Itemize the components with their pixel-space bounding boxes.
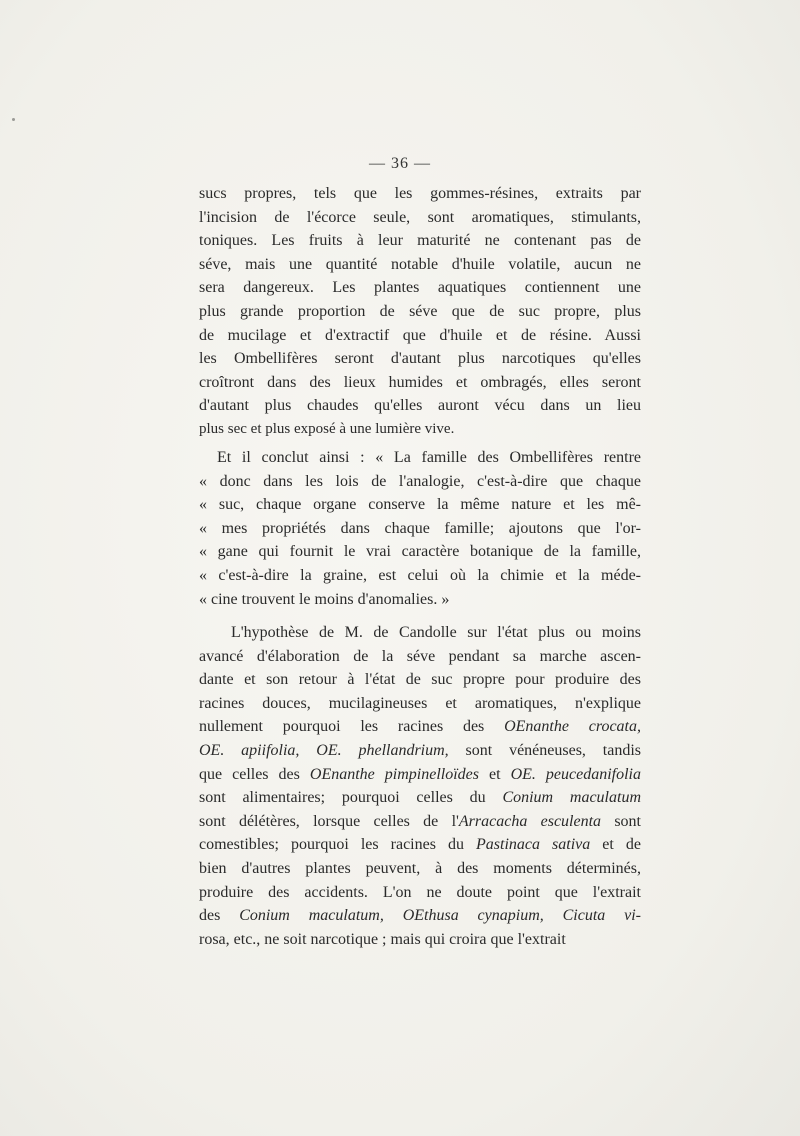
- species-name: Cicuta vi-: [562, 907, 642, 925]
- text-line: que celles des OEnanthe pimpinelloïdes et OE. peucedanifolia: [199, 765, 642, 783]
- paragraph-2-quotation: [199, 446, 641, 611]
- text-line: sont délétères, lorsque celles de l'Arracacha esculenta sont: [199, 812, 642, 830]
- text-line: « cine trouvent le moins d'anomalies. »: [199, 590, 450, 608]
- page-number: — 36 —: [369, 155, 431, 172]
- text-line: « donc dans les lois de l'analogie, c'est-à-dire que chaque: [199, 472, 641, 490]
- text-line: racines douces, mucilagineuses et aromatiques, n'explique: [199, 694, 641, 712]
- text-line: « suc, chaque organe conserve la même nature et les mê-: [199, 496, 641, 514]
- species-name: OEthusa cynapium,: [402, 907, 544, 925]
- text-line: l'incision de l'écorce seule, sont aromatiques, stimulants,: [199, 208, 641, 226]
- text-line: croîtront dans des lieux humides et ombragés, elles seront: [199, 373, 641, 391]
- text-line: comestibles; pourquoi les racines du Pastinaca sativa et de: [199, 836, 641, 854]
- text-line: rosa, etc., ne soit narcotique ; mais qui croira que l'extrait: [199, 930, 566, 948]
- text-line: toniques. Les fruits à leur maturité ne contenant pas de: [199, 232, 641, 250]
- text-line: bien d'autres plantes peuvent, à des moments déterminés,: [199, 859, 641, 877]
- species-name: OEnanthe crocata,: [504, 718, 641, 736]
- text-line: sucs propres, tels que les gommes-résines, extraits par: [199, 185, 641, 202]
- text-line: « mes propriétés dans chaque famille; ajoutons que l'or-: [199, 519, 641, 537]
- species-name: OEnanthe pimpinelloïdes: [309, 765, 479, 783]
- species-name: OE. apiifolia,: [199, 741, 300, 759]
- species-name: Conium maculatum,: [239, 907, 384, 925]
- text-line: L'hypothèse de M. de Candolle sur l'état plus ou moins: [231, 624, 641, 641]
- species-name: OE. phellandrium,: [316, 741, 449, 759]
- species-name: Conium maculatum: [502, 789, 641, 807]
- text-line: « c'est-à-dire la graine, est celui où la chimie et la méde-: [199, 566, 641, 584]
- paragraph-1: [199, 182, 641, 442]
- species-name: OE. peucedanifolia: [510, 765, 642, 783]
- species-name: Pastinaca sativa: [476, 836, 591, 854]
- paper-speck: [12, 118, 15, 121]
- text-line: Et il conclut ainsi : « La famille des Ombellifères rentre: [217, 449, 641, 466]
- text-line: nullement pourquoi les racines des OEnanthe crocata,: [199, 718, 641, 736]
- text-line: de mucilage et d'extractif que d'huile et de résine. Aussi: [199, 326, 641, 344]
- text-line: OE. apiifolia, OE. phellandrium, sont vénéneuses, tandis: [199, 741, 642, 759]
- text-line: plus grande proportion de séve que de suc propre, plus: [199, 302, 641, 320]
- text-line: sera dangereux. Les plantes aquatiques contiennent une: [199, 279, 641, 297]
- text-line: des Conium maculatum, OEthusa cynapium, Cicuta vi-: [199, 907, 642, 925]
- text-line: avancé d'élaboration de la séve pendant sa marche ascen-: [199, 647, 641, 665]
- text-line: sont alimentaires; pourquoi celles du Conium maculatum: [199, 789, 641, 807]
- text-line: dante et son retour à l'état de suc propre pour produire des: [199, 671, 641, 689]
- paragraph-3: [199, 621, 641, 951]
- text-line: les Ombellifères seront d'autant plus narcotiques qu'elles: [199, 350, 641, 368]
- text-line: plus sec et plus exposé à une lumière vive.: [199, 420, 455, 437]
- species-name: Arracacha esculenta: [458, 812, 602, 830]
- text-line: « gane qui fournit le vrai caractère botanique de la famille,: [199, 543, 641, 561]
- text-line: d'autant plus chaudes qu'elles auront vécu dans un lieu: [199, 397, 641, 415]
- text-line: produire des accidents. L'on ne doute point que l'extrait: [199, 883, 641, 901]
- text-line: séve, mais une quantité notable d'huile volatile, aucun ne: [199, 255, 641, 273]
